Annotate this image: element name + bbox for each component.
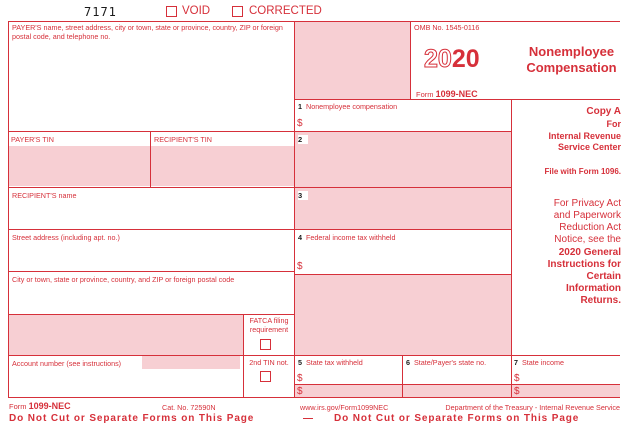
box2-number: 2 xyxy=(298,135,308,144)
recipient-tin-label: RECIPIENT'S TIN xyxy=(154,135,212,144)
second-tin-label: 2nd TIN not. xyxy=(249,358,289,367)
box7-text: State income xyxy=(522,358,564,367)
box6-label xyxy=(406,359,486,368)
tax-year-outline: 20 xyxy=(424,45,452,73)
box3-number: 3 xyxy=(298,191,308,200)
recipient-tin-field[interactable] xyxy=(152,146,293,186)
tax-year-bold: 20 xyxy=(451,45,480,73)
fatca-label-1: FATCA filing xyxy=(249,316,289,325)
box6-text: State/Payer's state no. xyxy=(414,358,487,367)
instructions-line-3: Information xyxy=(566,283,621,294)
box7-input[interactable] xyxy=(522,370,619,396)
account-label: Account number (see instructions) xyxy=(12,359,122,368)
form-prefix: Form xyxy=(416,90,434,99)
void-checkbox[interactable] xyxy=(166,6,177,17)
city-field[interactable] xyxy=(9,286,293,313)
box5-label xyxy=(298,359,363,368)
account-shade xyxy=(142,356,240,369)
box5-text: State tax withheld xyxy=(306,358,363,367)
footer-cat: Cat. No. 72590N xyxy=(162,403,216,412)
payer-tin-field[interactable] xyxy=(9,146,149,186)
recipient-name-label: RECIPIENT'S name xyxy=(12,191,77,200)
copy-a: Copy A xyxy=(586,106,621,117)
cut-warning-right: Do Not Cut or Separate Forms on This Page xyxy=(334,413,580,424)
box4-number: 4 xyxy=(298,233,302,242)
corrected-label: CORRECTED xyxy=(249,5,322,17)
box7-dollar-2: $ xyxy=(514,386,520,397)
second-tin-checkbox[interactable] xyxy=(260,371,271,382)
irs-line1: Internal Revenue xyxy=(548,131,621,141)
box5-dollar-2: $ xyxy=(297,386,303,397)
privacy-line-3: Notice, see the xyxy=(554,234,621,245)
street-label: Street address (including apt. no.) xyxy=(12,233,120,242)
irs-line2: Service Center xyxy=(557,142,621,152)
cut-warning-dash: — xyxy=(303,413,313,424)
account-field[interactable] xyxy=(9,370,242,396)
form-number: 1099-NEC xyxy=(435,89,478,99)
form-title-line1: Nonemployee xyxy=(528,44,615,59)
form-code: 7171 xyxy=(84,5,117,19)
box6-input[interactable] xyxy=(403,370,510,396)
box1-label xyxy=(298,103,397,112)
footer-form-number: 1099-NEC xyxy=(28,401,71,411)
box7-dollar-1: $ xyxy=(514,373,520,384)
box4-lower-shade xyxy=(294,274,511,355)
box7-label xyxy=(514,359,564,368)
omb-number: OMB No. 1545-0116 xyxy=(414,23,480,32)
privacy-line-1: and Paperwork xyxy=(553,210,621,221)
fatca-label-2: requirement xyxy=(249,325,289,334)
box5-dollar-1: $ xyxy=(297,373,303,384)
box3-field[interactable] xyxy=(295,188,510,228)
payer-name-field[interactable] xyxy=(9,44,293,130)
form-name-omb xyxy=(416,89,478,99)
payer-tin-label: PAYER'S TIN xyxy=(11,135,54,144)
form-title-line2: Compensation xyxy=(526,60,617,75)
payer-omb-shade xyxy=(294,21,410,99)
instructions-line-0: 2020 General xyxy=(558,247,621,258)
box5-number: 5 xyxy=(298,358,302,367)
recipient-name-field[interactable] xyxy=(9,201,293,228)
box1-text: Nonemployee compensation xyxy=(306,102,398,111)
instructions-line-1: Instructions for xyxy=(547,259,621,270)
fatca-left-shade xyxy=(8,314,243,355)
city-label: City or town, state or province, country, and ZIP or foreign postal code xyxy=(12,275,235,284)
box4-input[interactable] xyxy=(306,257,510,273)
instructions-line-2: Certain xyxy=(586,271,621,282)
tax-year xyxy=(424,45,480,73)
corrected-checkbox[interactable] xyxy=(232,6,243,17)
cut-warning-left: Do Not Cut or Separate Forms on This Page xyxy=(9,413,255,424)
privacy-line-2: Reduction Act xyxy=(559,222,621,233)
box4-text: Federal income tax withheld xyxy=(306,233,396,242)
footer-url: www.irs.gov/Form1099NEC xyxy=(300,403,389,412)
fatca-checkbox[interactable] xyxy=(260,339,271,350)
box1-input[interactable] xyxy=(306,114,510,130)
copy-for: For xyxy=(606,119,621,129)
box1-dollar: $ xyxy=(297,118,303,129)
footer-form-name xyxy=(9,401,71,411)
box2-field[interactable] xyxy=(295,132,510,186)
instructions-line-4: Returns. xyxy=(580,295,621,306)
box4-dollar: $ xyxy=(297,261,303,272)
void-label: VOID xyxy=(182,5,211,17)
privacy-line-0: For Privacy Act xyxy=(553,198,621,209)
box5-input[interactable] xyxy=(306,370,401,396)
box6-number: 6 xyxy=(406,358,410,367)
file-with: File with Form 1096. xyxy=(544,167,621,176)
box1-number: 1 xyxy=(298,102,302,111)
box7-number: 7 xyxy=(514,358,518,367)
footer-dept: Department of the Treasury - Internal Revenue Service xyxy=(445,403,620,412)
payer-name-label: PAYER'S name, street address, city or town, state or province, country, ZIP or foreign postal code, and telephone no. xyxy=(12,23,283,41)
street-field[interactable] xyxy=(9,244,293,270)
footer-form-prefix: Form xyxy=(9,402,27,411)
box4-label xyxy=(298,234,396,243)
